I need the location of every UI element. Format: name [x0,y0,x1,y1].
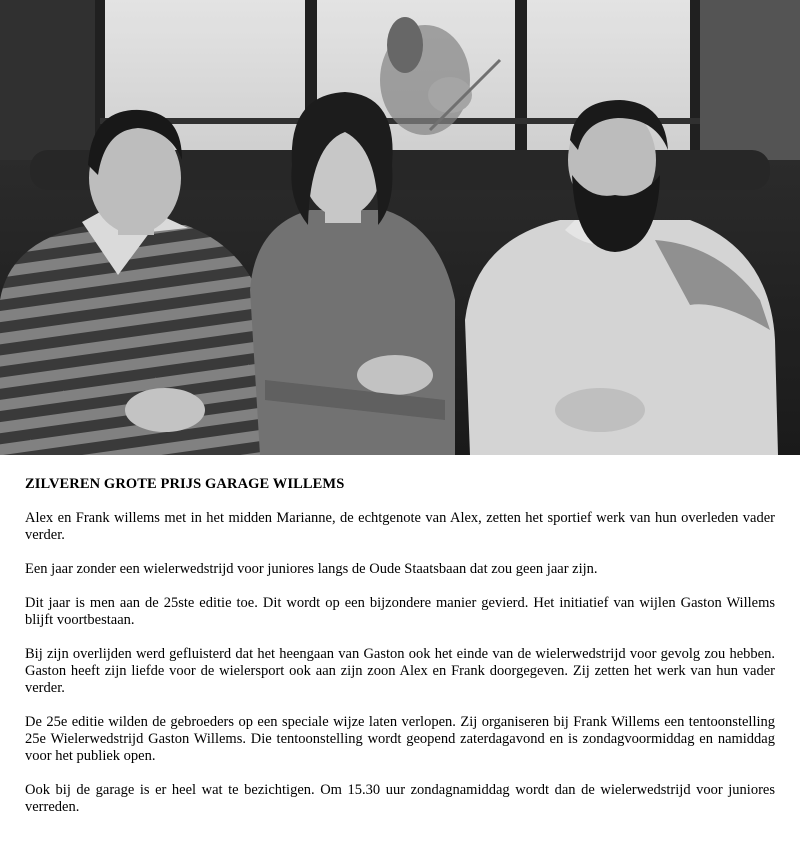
article-paragraph: Een jaar zonder een wielerwedstrijd voor juniores langs de Oude Staatsbaan dat zou geen jaar zijn. [25,561,598,577]
article-paragraph: De 25e editie wilden de gebroeders op een speciale wijze laten verlopen. Zij organiseren bij Frank Willems een tentoonstelling 25e Wielerwedstrijd Gaston Willems. Die tentoonstelling wordt geopend zaterdagavond en is zondagvoormiddag en namiddag voor het publiek open. [25,714,775,764]
article-paragraph: Alex en Frank willems met in het midden Marianne, de echtgenote van Alex, zetten het sportief werk van hun overleden vader verder. [25,510,775,543]
article-paragraph: Ook bij de garage is er heel wat te bezichtigen. Om 15.30 uur zondagnamiddag wordt dan de wielerwedstrijd voor juniores verreden. [25,782,775,815]
article-paragraph: Dit jaar is men aan de 25ste editie toe. Dit wordt op een bijzondere manier gevierd. Het initiatief van wijlen Gaston Willems blijft voortbestaan. [25,595,775,628]
article [25,476,775,833]
article-paragraph: Bij zijn overlijden werd gefluisterd dat het heengaan van Gaston ook het einde van de wielerwedstrijd voor gevolg zou hebben. Gaston heeft zijn liefde voor de wielersport ook aan zijn zoon Alex en Frank doorgegeven. Zij zetten het werk van hun vader verder. [25,646,775,696]
article-headline: ZILVEREN GROTE PRIJS GARAGE WILLEMS [25,476,345,492]
